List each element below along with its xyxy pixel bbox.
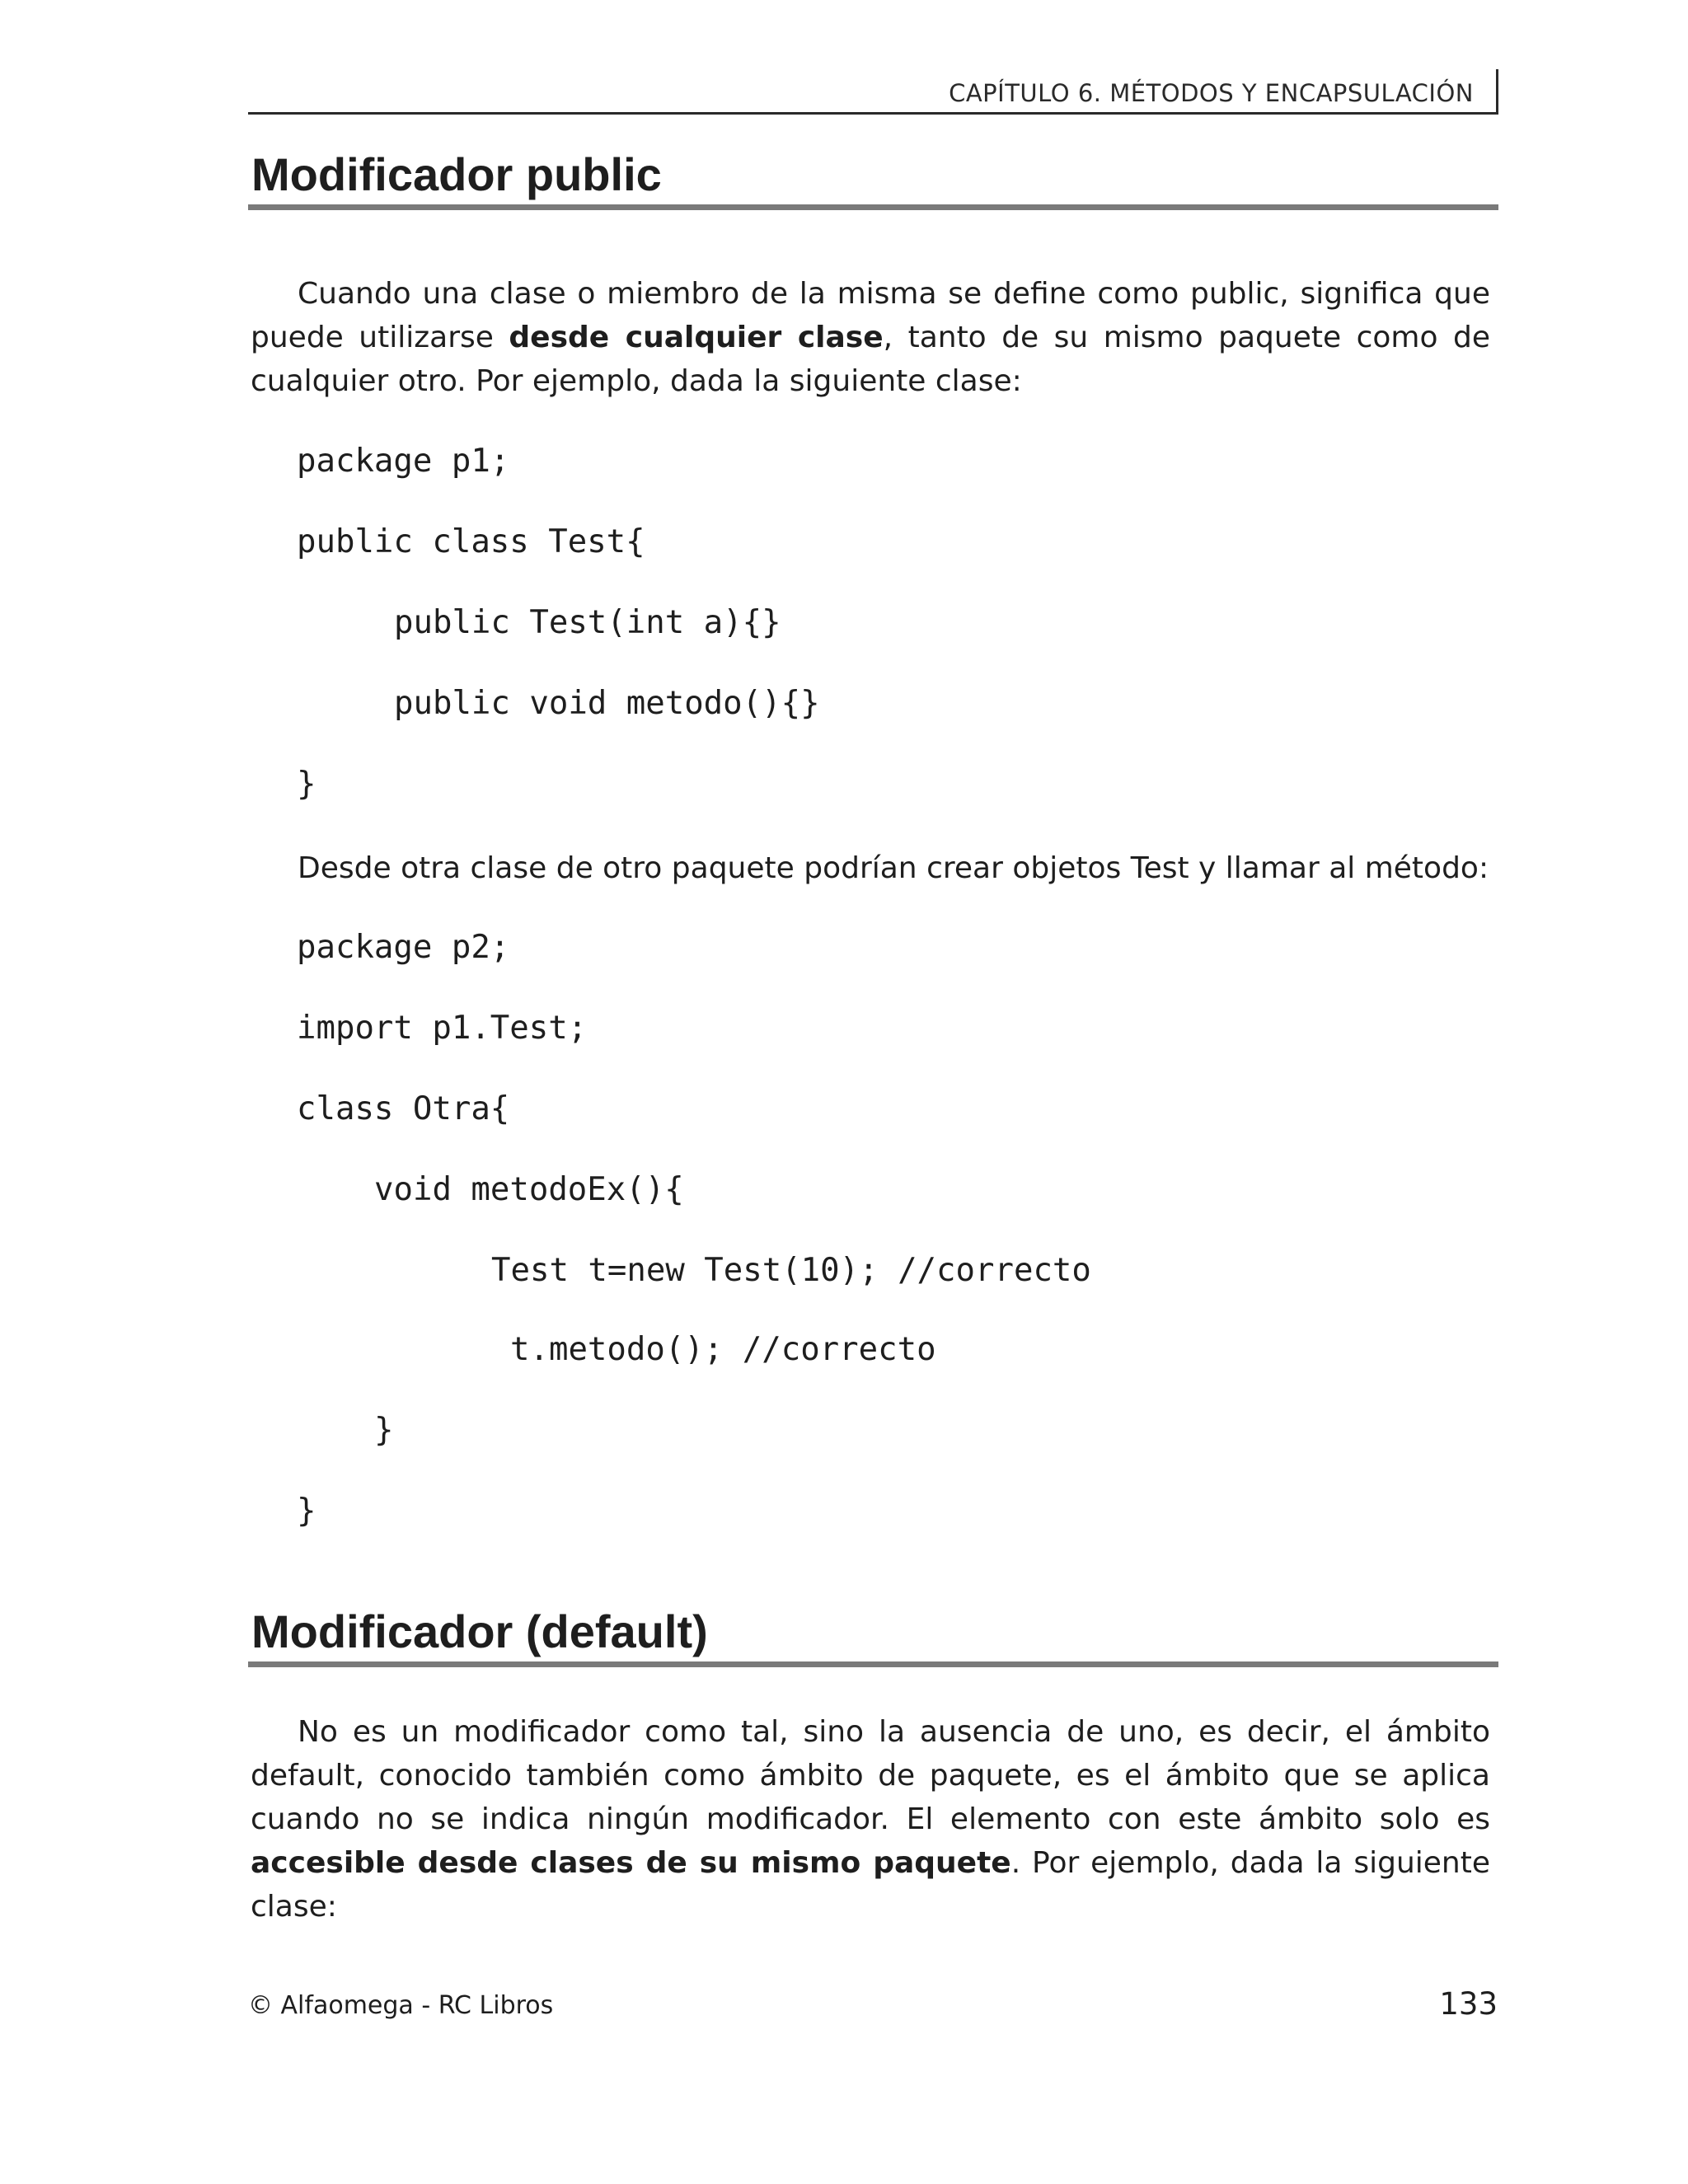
paragraph-default-intro: [251, 1710, 1490, 1929]
code-line: }: [374, 1412, 394, 1449]
paragraph-text: Cuando una clase o miembro de la misma se define como public, significa que puede utilizarse: [251, 277, 1490, 354]
code-line: t.metodo(); //correcto: [510, 1331, 936, 1368]
page-number: 133: [1439, 1986, 1498, 2022]
code-line: public class Test{: [297, 523, 645, 560]
code-line: package p1;: [297, 443, 510, 480]
emphasis-text: accesible desde clases de su mismo paquete: [251, 1846, 1011, 1880]
code-line: class Otra{: [297, 1090, 510, 1127]
code-line: void metodoEx(){: [374, 1171, 684, 1208]
publisher-credit: © Alfaomega - RC Libros: [248, 1991, 554, 2020]
code-line: public void metodo(){}: [394, 685, 820, 722]
section-heading-public: Modificador public: [248, 148, 1498, 210]
emphasis-text: desde cualquier clase: [509, 321, 884, 354]
code-line: }: [297, 766, 316, 803]
code-line: import p1.Test;: [297, 1010, 588, 1047]
paragraph-text: . Por ejemplo, dada la siguiente clase:: [251, 1846, 1490, 1924]
section-heading-default: Modificador (default): [248, 1605, 1498, 1667]
code-line: package p2;: [297, 929, 510, 966]
chapter-title: CAPÍTULO 6. MÉTODOS Y ENCAPSULACIÓN: [949, 79, 1474, 107]
paragraph-text: , tanto de su mismo paquete como de cualquier otro. Por ejemplo, dada la siguiente clase:: [251, 321, 1490, 398]
paragraph-between-code: Desde otra clase de otro paquete podrían crear objetos Test y llamar al método:: [298, 851, 1489, 885]
code-line: Test t=new Test(10); //correcto: [491, 1252, 1091, 1289]
running-header: [248, 69, 1498, 115]
paragraph-public-intro: [251, 272, 1490, 403]
code-line: }: [297, 1493, 316, 1530]
code-line: public Test(int a){}: [394, 604, 781, 641]
paragraph-text: No es un modificador como tal, sino la ausencia de uno, es decir, el ámbito default, conocido también como ámbito de paquete, es el ámbito que se aplica cuando no se indica ningún modificador. El elemento con este ámbito solo es: [251, 1715, 1490, 1836]
